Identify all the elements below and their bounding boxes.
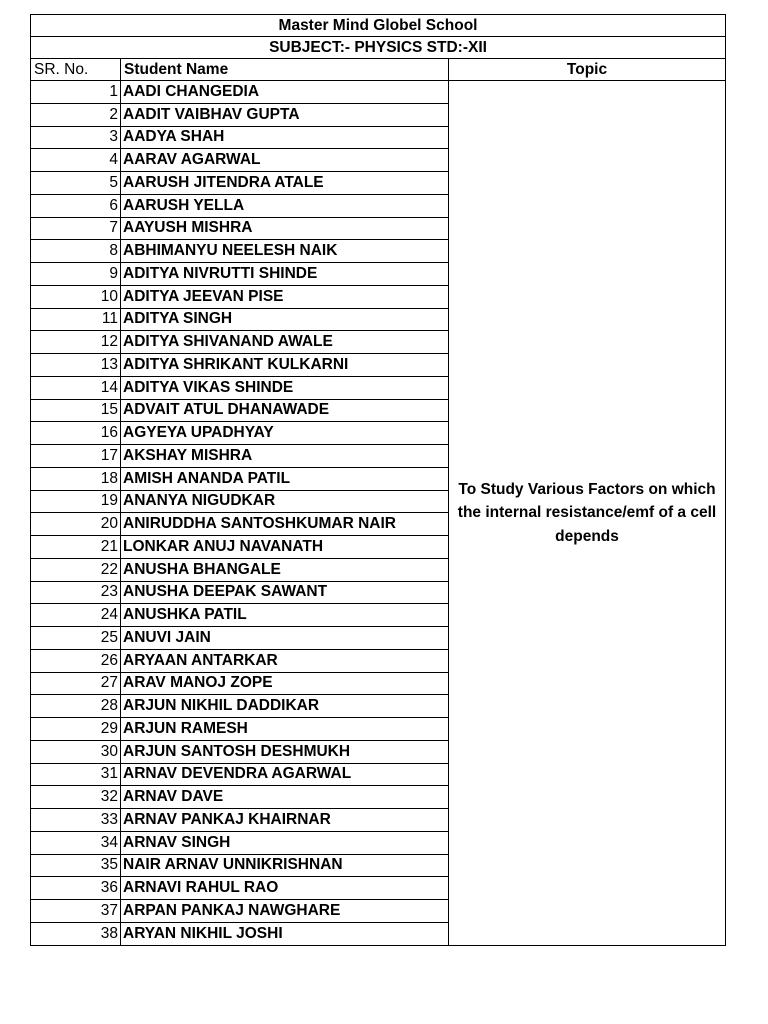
header-row	[31, 59, 726, 81]
sr-no-cell: 35	[31, 854, 121, 877]
student-name-cell: ARNAVI RAHUL RAO	[121, 877, 449, 900]
student-name-cell: AKSHAY MISHRA	[121, 445, 449, 468]
sr-no-cell: 29	[31, 718, 121, 741]
student-name-cell: ANUSHKA PATIL	[121, 604, 449, 627]
sr-no-cell: 23	[31, 581, 121, 604]
student-name-cell: AADI CHANGEDIA	[121, 81, 449, 104]
sr-no-cell: 4	[31, 149, 121, 172]
student-name-cell: AARUSH JITENDRA ATALE	[121, 172, 449, 195]
student-name-cell: ADITYA SHIVANAND AWALE	[121, 331, 449, 354]
sr-no-cell: 27	[31, 672, 121, 695]
sr-no-cell: 18	[31, 467, 121, 490]
student-name-cell: ADITYA VIKAS SHINDE	[121, 376, 449, 399]
student-name-cell: ANUSHA BHANGALE	[121, 558, 449, 581]
sr-no-cell: 15	[31, 399, 121, 422]
student-name-cell: AARUSH YELLA	[121, 194, 449, 217]
student-topic-table	[30, 14, 726, 946]
sr-no-cell: 34	[31, 831, 121, 854]
student-name-cell: ADITYA SHRIKANT KULKARNI	[121, 354, 449, 377]
sr-no-cell: 7	[31, 217, 121, 240]
student-name-cell: ANANYA NIGUDKAR	[121, 490, 449, 513]
sr-no-cell: 22	[31, 558, 121, 581]
student-name-cell: ANUVI JAIN	[121, 627, 449, 650]
sr-no-cell: 9	[31, 263, 121, 286]
sr-no-cell: 19	[31, 490, 121, 513]
student-name-cell: ARPAN PANKAJ NAWGHARE	[121, 900, 449, 923]
student-name-cell: AARAV AGARWAL	[121, 149, 449, 172]
student-name-cell: ADITYA JEEVAN PISE	[121, 285, 449, 308]
student-name-cell: ARJUN SANTOSH DESHMUKH	[121, 740, 449, 763]
sr-no-cell: 3	[31, 126, 121, 149]
student-name-cell: AGYEYA UPADHYAY	[121, 422, 449, 445]
student-name-cell: ABHIMANYU NEELESH NAIK	[121, 240, 449, 263]
sr-no-cell: 12	[31, 331, 121, 354]
sr-no-cell: 5	[31, 172, 121, 195]
sr-no-cell: 13	[31, 354, 121, 377]
student-name-cell: ADITYA NIVRUTTI SHINDE	[121, 263, 449, 286]
sr-no-cell: 26	[31, 649, 121, 672]
column-header-student-name: Student Name	[121, 59, 449, 81]
student-name-cell: AADIT VAIBHAV GUPTA	[121, 103, 449, 126]
student-name-cell: AADYA SHAH	[121, 126, 449, 149]
student-name-cell: ARYAN NIKHIL JOSHI	[121, 922, 449, 945]
student-name-cell: AAYUSH MISHRA	[121, 217, 449, 240]
sr-no-cell: 31	[31, 763, 121, 786]
school-name: Master Mind Globel School	[31, 15, 726, 37]
student-name-cell: ARNAV DAVE	[121, 786, 449, 809]
subject-row	[31, 37, 726, 59]
student-name-cell: ARNAV DEVENDRA AGARWAL	[121, 763, 449, 786]
sr-no-cell: 33	[31, 809, 121, 832]
student-name-cell: ARAV MANOJ ZOPE	[121, 672, 449, 695]
student-name-cell: ANIRUDDHA SANTOSHKUMAR NAIR	[121, 513, 449, 536]
sr-no-cell: 32	[31, 786, 121, 809]
student-name-cell: AMISH ANANDA PATIL	[121, 467, 449, 490]
student-name-cell: ANUSHA DEEPAK SAWANT	[121, 581, 449, 604]
table-row	[31, 81, 726, 104]
sr-no-cell: 14	[31, 376, 121, 399]
sr-no-cell: 6	[31, 194, 121, 217]
sr-no-cell: 20	[31, 513, 121, 536]
sr-no-cell: 24	[31, 604, 121, 627]
student-name-cell: ARJUN NIKHIL DADDIKAR	[121, 695, 449, 718]
student-name-cell: ARJUN RAMESH	[121, 718, 449, 741]
sr-no-cell: 16	[31, 422, 121, 445]
sr-no-cell: 10	[31, 285, 121, 308]
sr-no-cell: 28	[31, 695, 121, 718]
student-name-cell: ARNAV SINGH	[121, 831, 449, 854]
sr-no-cell: 36	[31, 877, 121, 900]
sr-no-cell: 1	[31, 81, 121, 104]
sr-no-cell: 21	[31, 536, 121, 559]
title-row	[31, 15, 726, 37]
student-name-cell: LONKAR ANUJ NAVANATH	[121, 536, 449, 559]
column-header-sr-no: SR. No.	[31, 59, 121, 81]
column-header-topic: Topic	[449, 59, 726, 81]
sr-no-cell: 30	[31, 740, 121, 763]
subject-line: SUBJECT:- PHYSICS STD:-XII	[31, 37, 726, 59]
sr-no-cell: 17	[31, 445, 121, 468]
student-name-cell: ARYAAN ANTARKAR	[121, 649, 449, 672]
student-name-cell: ADVAIT ATUL DHANAWADE	[121, 399, 449, 422]
sr-no-cell: 38	[31, 922, 121, 945]
sr-no-cell: 11	[31, 308, 121, 331]
student-name-cell: ADITYA SINGH	[121, 308, 449, 331]
student-name-cell: ARNAV PANKAJ KHAIRNAR	[121, 809, 449, 832]
topic-cell: To Study Various Factors on which the internal resistance/emf of a cell depends	[449, 81, 726, 946]
student-name-cell: NAIR ARNAV UNNIKRISHNAN	[121, 854, 449, 877]
sr-no-cell: 37	[31, 900, 121, 923]
sr-no-cell: 25	[31, 627, 121, 650]
sr-no-cell: 2	[31, 103, 121, 126]
sr-no-cell: 8	[31, 240, 121, 263]
